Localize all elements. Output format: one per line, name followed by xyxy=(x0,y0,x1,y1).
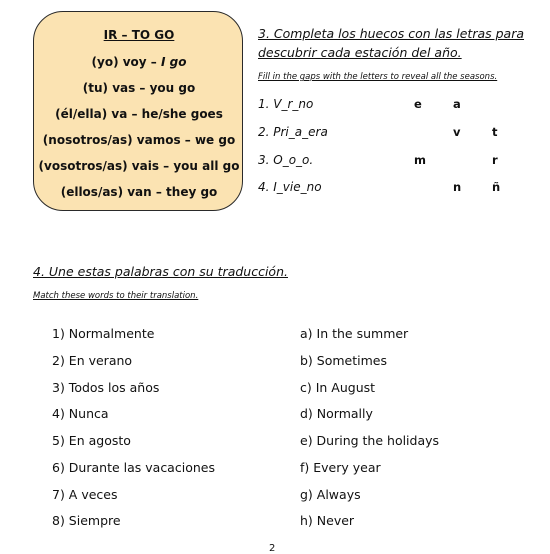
conjugation-row xyxy=(34,185,244,199)
missing-letter: a xyxy=(453,97,461,111)
conjugation-es: (nosotros/as) vamos – we go xyxy=(42,133,236,147)
match-right-item: g) Always xyxy=(300,487,361,502)
conjugation-row xyxy=(34,55,244,69)
missing-letter: m xyxy=(414,153,426,167)
match-right-item: d) Normally xyxy=(300,406,373,421)
missing-letter: ñ xyxy=(492,180,501,194)
conjugation-es: (tu) vas – you go xyxy=(82,81,196,95)
match-left-item: 2) En verano xyxy=(52,353,133,368)
match-right-item: a) In the summer xyxy=(300,326,409,341)
match-left-item: 5) En agosto xyxy=(52,433,131,448)
conjugation-es: (ellos/as) van – they go xyxy=(60,185,218,199)
match-left-item: 4) Nunca xyxy=(52,406,109,421)
conjugation-row xyxy=(34,107,244,121)
match-right-item: f) Every year xyxy=(300,460,381,475)
conjugation-en: I go xyxy=(160,55,187,69)
conjugation-row xyxy=(34,159,244,173)
missing-letter: t xyxy=(492,125,498,139)
conjugation-title: IR – TO GO xyxy=(103,28,175,42)
match-left-item: 7) A veces xyxy=(52,487,118,502)
match-left-item: 1) Normalmente xyxy=(52,326,155,341)
conjugation-es: (él/ella) va – he/she goes xyxy=(55,107,223,121)
match-right-item: e) During the holidays xyxy=(300,433,440,448)
section3-instruction: Fill in the gaps with the letters to reveal all the seasons. xyxy=(258,72,498,82)
season-gap-item: 2. Pri_a_era xyxy=(258,125,328,139)
conjugation-es: (yo) voy – xyxy=(91,55,161,69)
section4-instruction: Match these words to their translation. xyxy=(33,291,199,301)
page-number: 2 xyxy=(269,543,276,554)
match-left-item: 3) Todos los años xyxy=(52,380,160,395)
conjugation-row xyxy=(34,81,244,95)
section3-heading-line1: 3. Completa los huecos con las letras para xyxy=(258,26,525,41)
missing-letter: e xyxy=(414,97,422,111)
season-gap-item: 1. V_r_no xyxy=(258,97,314,111)
match-right-item: h) Never xyxy=(300,513,355,528)
match-left-item: 8) Siempre xyxy=(52,513,121,528)
season-gap-item: 4. I_vie_no xyxy=(258,180,322,194)
missing-letter: r xyxy=(492,153,498,167)
section4-heading: 4. Une estas palabras con su traducción. xyxy=(33,264,288,279)
match-right-item: b) Sometimes xyxy=(300,353,387,368)
match-right-item: c) In August xyxy=(300,380,376,395)
conjugation-row xyxy=(34,133,244,147)
conjugation-box xyxy=(33,11,243,211)
season-gap-item: 3. O_o_o. xyxy=(258,153,314,167)
match-left-item: 6) Durante las vacaciones xyxy=(52,460,215,475)
missing-letter: n xyxy=(453,180,462,194)
section3-heading-line2: descubrir cada estación del año. xyxy=(258,45,462,60)
conjugation-es: (vosotros/as) vais – you all go xyxy=(38,159,240,173)
missing-letter: v xyxy=(453,125,461,139)
